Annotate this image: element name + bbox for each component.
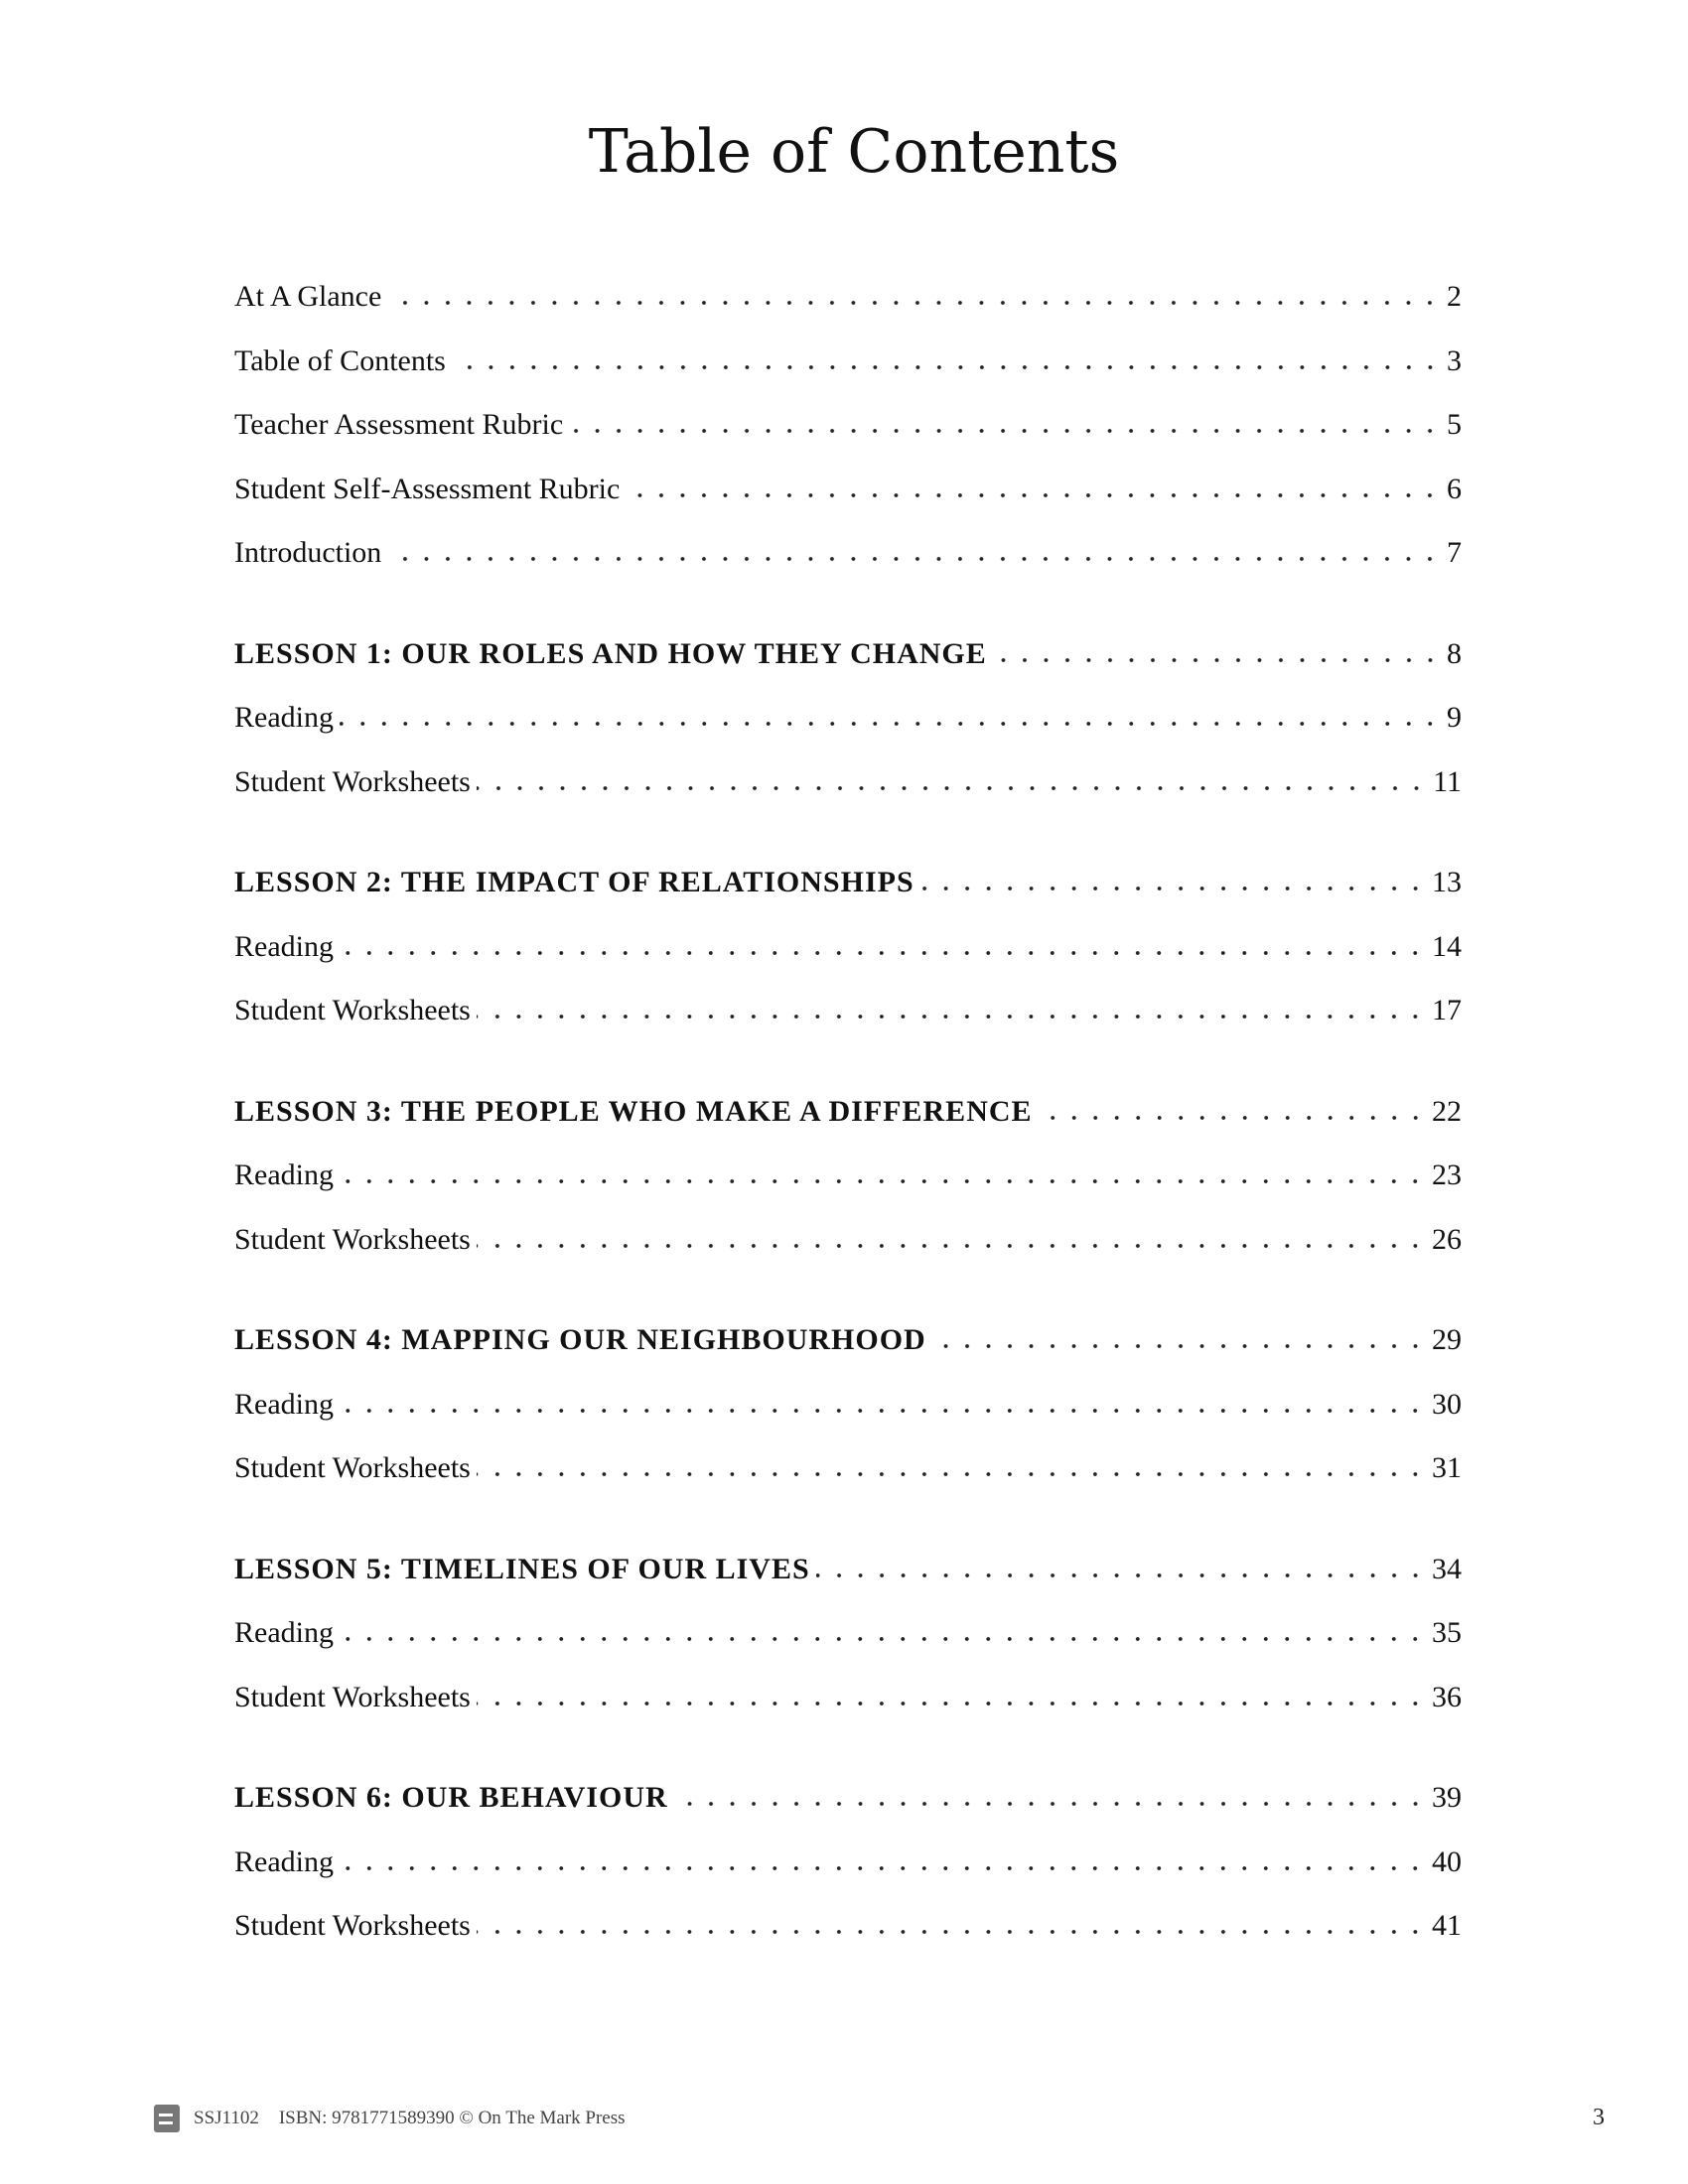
table-of-contents (234, 280, 1462, 2010)
dot-leader (626, 492, 1441, 498)
toc-group (234, 637, 1462, 830)
toc-entry-label: At A Glance (234, 280, 382, 313)
toc-entry-label: LESSON 1: OUR ROLES AND HOW THEY CHANGE (234, 636, 987, 670)
toc-entry-label: Student Self-Assessment Rubric (234, 472, 621, 505)
toc-lesson-heading[interactable] (234, 1323, 1462, 1388)
toc-group (234, 866, 1462, 1058)
toc-entry-page: 22 (1432, 1094, 1462, 1128)
toc-entry[interactable] (234, 344, 1462, 409)
toc-entry[interactable] (234, 765, 1462, 830)
dot-leader (477, 1243, 1426, 1249)
toc-entry-page: 11 (1433, 764, 1462, 798)
toc-entry-label: Student Worksheets (234, 994, 471, 1026)
dot-leader (993, 657, 1441, 663)
toc-entry-label: Student Worksheets (234, 1451, 471, 1484)
toc-entry[interactable] (234, 1845, 1462, 1910)
toc-entry-label: Table of Contents (234, 343, 446, 377)
toc-lesson-heading[interactable] (234, 637, 1462, 702)
dot-leader (340, 950, 1426, 956)
toc-entry-label: Reading (234, 701, 334, 734)
toc-entry-label: Introduction (234, 536, 382, 569)
toc-entry-page: 3 (1447, 343, 1462, 377)
dot-leader (452, 364, 1441, 370)
toc-entry-label: Student Worksheets (234, 1222, 471, 1256)
toc-entry-page: 26 (1432, 1222, 1462, 1256)
dot-leader (477, 1929, 1426, 1935)
toc-entry[interactable] (234, 473, 1462, 537)
toc-entry-label: Student Worksheets (234, 764, 471, 798)
dot-leader (387, 556, 1441, 562)
toc-group (234, 280, 1462, 601)
dot-leader (340, 721, 1441, 727)
toc-entry-label: Reading (234, 1616, 334, 1649)
toc-entry-label: Reading (234, 1387, 334, 1421)
toc-entry[interactable] (234, 1388, 1462, 1452)
dot-leader (920, 886, 1426, 891)
toc-entry-page: 34 (1432, 1552, 1462, 1585)
toc-entry-label: LESSON 4: MAPPING OUR NEIGHBOURHOOD (234, 1323, 926, 1356)
toc-entry[interactable] (234, 280, 1462, 344)
toc-entry-page: 30 (1432, 1387, 1462, 1421)
toc-entry-label: Reading (234, 929, 334, 963)
toc-entry-page: 8 (1447, 636, 1462, 670)
toc-entry-label: Student Worksheets (234, 1680, 471, 1713)
toc-group (234, 1781, 1462, 1974)
toc-group (234, 1323, 1462, 1516)
toc-entry-page: 6 (1447, 472, 1462, 505)
toc-group (234, 1553, 1462, 1745)
dot-leader (340, 1865, 1426, 1871)
toc-entry-page: 14 (1432, 929, 1462, 963)
footer-code: SSJ1102 (194, 2108, 259, 2128)
toc-lesson-heading[interactable] (234, 866, 1462, 930)
dot-leader (816, 1572, 1426, 1578)
toc-entry[interactable] (234, 408, 1462, 473)
toc-entry-page: 31 (1432, 1451, 1462, 1484)
toc-entry[interactable] (234, 994, 1462, 1058)
toc-entry-label: LESSON 5: TIMELINES OF OUR LIVES (234, 1552, 810, 1585)
toc-entry-label: LESSON 2: THE IMPACT OF RELATIONSHIPS (234, 866, 914, 898)
toc-entry-label: Student Worksheets (234, 1909, 471, 1942)
toc-lesson-heading[interactable] (234, 1553, 1462, 1617)
dot-leader (340, 1178, 1426, 1184)
dot-leader (477, 1701, 1426, 1706)
toc-entry-label: LESSON 3: THE PEOPLE WHO MAKE A DIFFERENCE (234, 1094, 1033, 1128)
toc-entry-page: 41 (1432, 1909, 1462, 1942)
toc-entry-page: 35 (1432, 1616, 1462, 1649)
toc-entry-label: LESSON 6: OUR BEHAVIOUR (234, 1781, 668, 1814)
toc-entry-page: 39 (1432, 1781, 1462, 1814)
toc-entry-label: Reading (234, 1159, 334, 1191)
toc-entry[interactable] (234, 1681, 1462, 1745)
toc-entry-page: 7 (1447, 536, 1462, 569)
toc-entry-label: Reading (234, 1844, 334, 1878)
toc-entry-page: 36 (1432, 1680, 1462, 1713)
toc-entry[interactable] (234, 1909, 1462, 1974)
footer-isbn: ISBN: 9781771589390 © On The Mark Press (278, 2108, 626, 2128)
toc-entry-page: 2 (1447, 280, 1462, 313)
toc-entry[interactable] (234, 930, 1462, 995)
page-number: 3 (1593, 2105, 1605, 2130)
toc-entry-page: 17 (1432, 994, 1462, 1026)
dot-leader (340, 1408, 1426, 1414)
dot-leader (1039, 1115, 1426, 1121)
toc-entry[interactable] (234, 536, 1462, 601)
toc-entry-page: 13 (1432, 866, 1462, 898)
publisher-logo-icon (154, 2105, 180, 2132)
dot-leader (387, 300, 1441, 306)
toc-entry[interactable] (234, 1159, 1462, 1223)
toc-entry[interactable] (234, 1451, 1462, 1516)
dot-leader (932, 1343, 1426, 1349)
toc-entry[interactable] (234, 1616, 1462, 1681)
dot-leader (477, 1014, 1426, 1020)
dot-leader (340, 1636, 1426, 1642)
dot-leader (477, 785, 1427, 791)
toc-entry-page: 29 (1432, 1323, 1462, 1356)
toc-entry[interactable] (234, 1223, 1462, 1288)
toc-entry-label: Teacher Assessment Rubric (234, 408, 564, 441)
toc-entry-page: 9 (1447, 701, 1462, 734)
toc-entry-page: 40 (1432, 1844, 1462, 1878)
page-title: Table of Contents (588, 117, 1120, 187)
toc-entry-page: 5 (1447, 408, 1462, 441)
toc-lesson-heading[interactable] (234, 1781, 1462, 1845)
dot-leader (569, 428, 1441, 434)
toc-lesson-heading[interactable] (234, 1095, 1462, 1160)
dot-leader (477, 1471, 1426, 1477)
toc-entry[interactable] (234, 701, 1462, 765)
footer (154, 2105, 626, 2132)
toc-entry-page: 23 (1432, 1159, 1462, 1191)
dot-leader (674, 1801, 1426, 1807)
toc-group (234, 1095, 1462, 1288)
